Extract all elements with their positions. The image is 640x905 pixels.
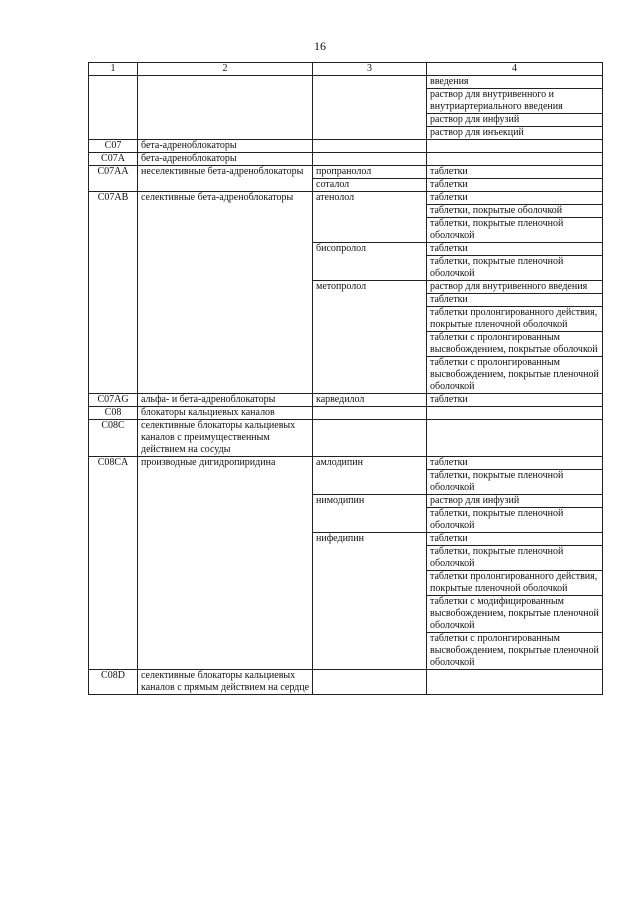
- table-row: [89, 140, 603, 153]
- table-row: [89, 192, 603, 243]
- group-name-cell: селективные блокаторы кальциевых каналов с преимущественным действием на сосуды: [138, 420, 313, 457]
- drug-name-cell: атенолол: [313, 192, 427, 243]
- drug-name-cell: амлодипин: [313, 457, 427, 495]
- dosage-form: [427, 140, 602, 152]
- dosage-forms-cell: [427, 420, 603, 457]
- drug-name-cell: [313, 76, 427, 140]
- dosage-forms-cell: [427, 457, 603, 495]
- dosage-form: таблетки: [427, 293, 602, 306]
- column-header: 2: [138, 63, 313, 76]
- dosage-form: таблетки пролонгированного действия, покрытые пленочной оболочкой: [427, 570, 602, 595]
- dosage-form: раствор для инфузий: [430, 495, 520, 506]
- dosage-form: [427, 420, 602, 432]
- dosage-forms-cell: [427, 140, 603, 153]
- column-header: 3: [313, 63, 427, 76]
- dosage-forms-cell: [427, 533, 603, 670]
- atc-code-cell: C07: [89, 140, 138, 153]
- drug-name-cell: нимодипин: [313, 495, 427, 533]
- dosage-form: раствор для инъекций: [427, 126, 602, 139]
- dosage-form: [427, 407, 602, 419]
- drug-table: [88, 62, 603, 695]
- table-row: [89, 166, 603, 179]
- dosage-forms-cell: [427, 495, 603, 533]
- dosage-form: таблетки: [430, 457, 468, 468]
- dosage-forms-cell: [427, 192, 603, 243]
- table-row: [89, 394, 603, 407]
- drug-name-cell: соталол: [313, 179, 427, 192]
- table-row: [89, 457, 603, 495]
- atc-code-cell: C07A: [89, 153, 138, 166]
- dosage-form: таблетки с пролонгированным высвобождением, покрытые оболочкой: [427, 331, 602, 356]
- dosage-forms-cell: [427, 394, 603, 407]
- dosage-form: таблетки: [430, 533, 468, 544]
- table-row: [89, 670, 603, 695]
- drug-name-cell: метопролол: [313, 281, 427, 394]
- group-name-cell: неселективные бета-адреноблокаторы: [138, 166, 313, 192]
- dosage-form: таблетки, покрытые пленочной оболочкой: [427, 217, 602, 242]
- atc-code-cell: C08CA: [89, 457, 138, 670]
- drug-name-cell: карведилол: [313, 394, 427, 407]
- dosage-forms-cell: [427, 281, 603, 394]
- column-header: 4: [427, 63, 603, 76]
- dosage-forms-cell: [427, 407, 603, 420]
- atc-code-cell: C07AA: [89, 166, 138, 192]
- dosage-form: [427, 153, 602, 165]
- group-name-cell: производные дигидропиридина: [138, 457, 313, 670]
- dosage-form: раствор для внутривенного введения: [430, 281, 588, 292]
- table-row: [89, 153, 603, 166]
- dosage-form: таблетки: [430, 394, 468, 405]
- table-row: [89, 420, 603, 457]
- dosage-forms-cell: [427, 179, 603, 192]
- dosage-form: таблетки, покрытые пленочной оболочкой: [427, 255, 602, 280]
- dosage-form: таблетки, покрытые пленочной оболочкой: [427, 507, 602, 532]
- page-number: 16: [314, 39, 326, 53]
- dosage-form: таблетки пролонгированного действия, покрытые пленочной оболочкой: [427, 306, 602, 331]
- drug-name-cell: [313, 420, 427, 457]
- dosage-form: введения: [430, 76, 469, 87]
- drug-name-cell: [313, 153, 427, 166]
- atc-code-cell: C08: [89, 407, 138, 420]
- dosage-form: таблетки: [430, 192, 468, 203]
- group-name-cell: бета-адреноблокаторы: [138, 153, 313, 166]
- drug-name-cell: [313, 407, 427, 420]
- atc-code-cell: C08D: [89, 670, 138, 695]
- dosage-forms-cell: [427, 76, 603, 140]
- dosage-form: раствор для внутривенного и внутриартериального введения: [427, 88, 602, 113]
- drug-name-cell: бисопролол: [313, 243, 427, 281]
- drug-name-cell: нифедипин: [313, 533, 427, 670]
- atc-code-cell: C08C: [89, 420, 138, 457]
- table-row: [89, 76, 603, 140]
- drug-name-cell: пропранолол: [313, 166, 427, 179]
- drug-name-cell: [313, 670, 427, 695]
- atc-code-cell: C07AG: [89, 394, 138, 407]
- dosage-form: таблетки, покрытые пленочной оболочкой: [427, 469, 602, 494]
- dosage-forms-cell: [427, 243, 603, 281]
- group-name-cell: селективные бета-адреноблокаторы: [138, 192, 313, 394]
- dosage-form: [427, 670, 602, 682]
- dosage-form: таблетки с пролонгированным высвобождением, покрытые пленочной оболочкой: [427, 356, 602, 393]
- dosage-form: таблетки, покрытые оболочкой: [427, 204, 602, 217]
- table-row: [89, 407, 603, 420]
- dosage-forms-cell: [427, 153, 603, 166]
- dosage-forms-cell: [427, 670, 603, 695]
- dosage-form: таблетки: [430, 179, 468, 190]
- dosage-form: таблетки, покрытые пленочной оболочкой: [427, 545, 602, 570]
- atc-code-cell: [89, 76, 138, 140]
- group-name-cell: альфа- и бета-адреноблокаторы: [138, 394, 313, 407]
- dosage-form: таблетки: [430, 166, 468, 177]
- column-header: 1: [89, 63, 138, 76]
- dosage-form: таблетки: [430, 243, 468, 254]
- table-header-row: [89, 63, 603, 76]
- drug-name-cell: [313, 140, 427, 153]
- group-name-cell: бета-адреноблокаторы: [138, 140, 313, 153]
- atc-code-cell: C07AB: [89, 192, 138, 394]
- group-name-cell: блокаторы кальциевых каналов: [138, 407, 313, 420]
- dosage-forms-cell: [427, 166, 603, 179]
- dosage-form: таблетки с пролонгированным высвобождением, покрытые пленочной оболочкой: [427, 632, 602, 669]
- group-name-cell: селективные блокаторы кальциевых каналов с прямым действием на сердце: [138, 670, 313, 695]
- group-name-cell: [138, 76, 313, 140]
- dosage-form: раствор для инфузий: [427, 113, 602, 126]
- dosage-form: таблетки с модифицированным высвобождением, покрытые пленочной оболочкой: [427, 595, 602, 632]
